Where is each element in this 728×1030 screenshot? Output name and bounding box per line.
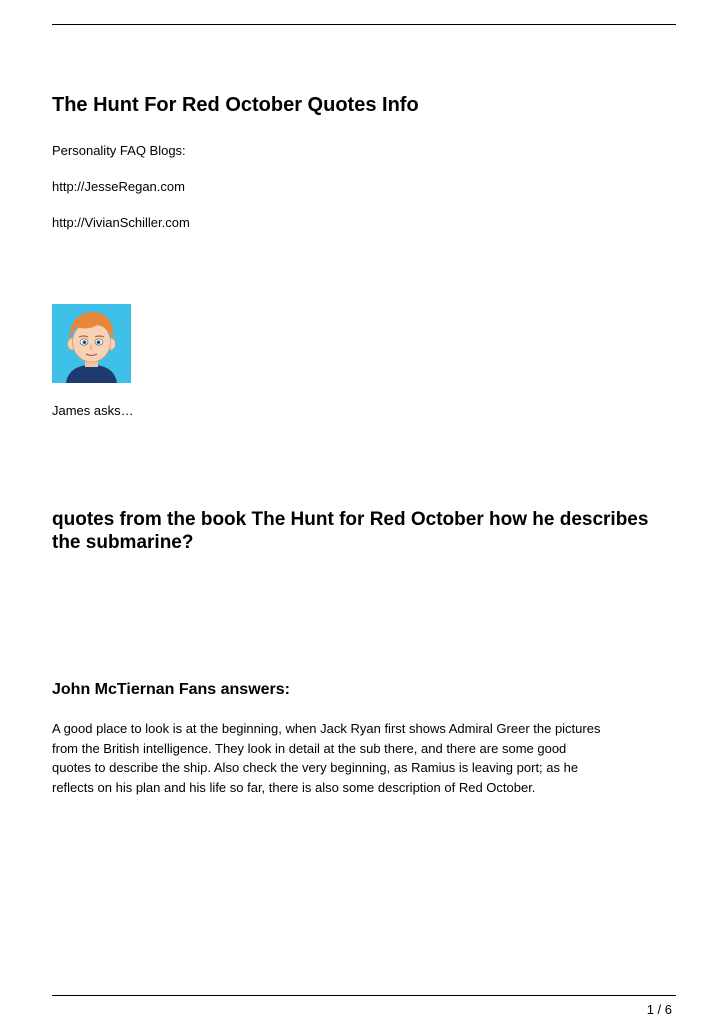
link-jesse-regan[interactable]: http://JesseRegan.com bbox=[52, 179, 185, 194]
question-heading: quotes from the book The Hunt for Red October how he describes the submarine? bbox=[52, 509, 649, 553]
personality-faq-label: Personality FAQ Blogs: bbox=[52, 143, 186, 158]
asker-label: James asks… bbox=[52, 403, 134, 418]
answer-text bbox=[52, 719, 676, 797]
answer-heading: John McTiernan Fans answers: bbox=[52, 681, 290, 698]
page-title: The Hunt For Red October Quotes Info bbox=[52, 94, 419, 116]
cartoon-boy-avatar-icon bbox=[52, 304, 131, 383]
link-vivian-schiller[interactable]: http://VivianSchiller.com bbox=[52, 215, 190, 230]
answer-line: quotes to describe the ship. Also check the very beginning, as Ramius is leaving port; as he bbox=[52, 760, 579, 775]
answer-line: from the British intelligence. They look in detail at the sub there, and there are some good bbox=[52, 740, 567, 756]
answer-line: A good place to look is at the beginning, when Jack Ryan first shows Admiral Greer the pictures bbox=[52, 721, 601, 736]
answer-line: reflects on his plan and his life so far, there is also some description of Red October. bbox=[52, 779, 536, 795]
page-number: 1 / 6 bbox=[646, 1002, 672, 1017]
footer-rule bbox=[52, 995, 676, 996]
header-rule bbox=[52, 24, 676, 25]
